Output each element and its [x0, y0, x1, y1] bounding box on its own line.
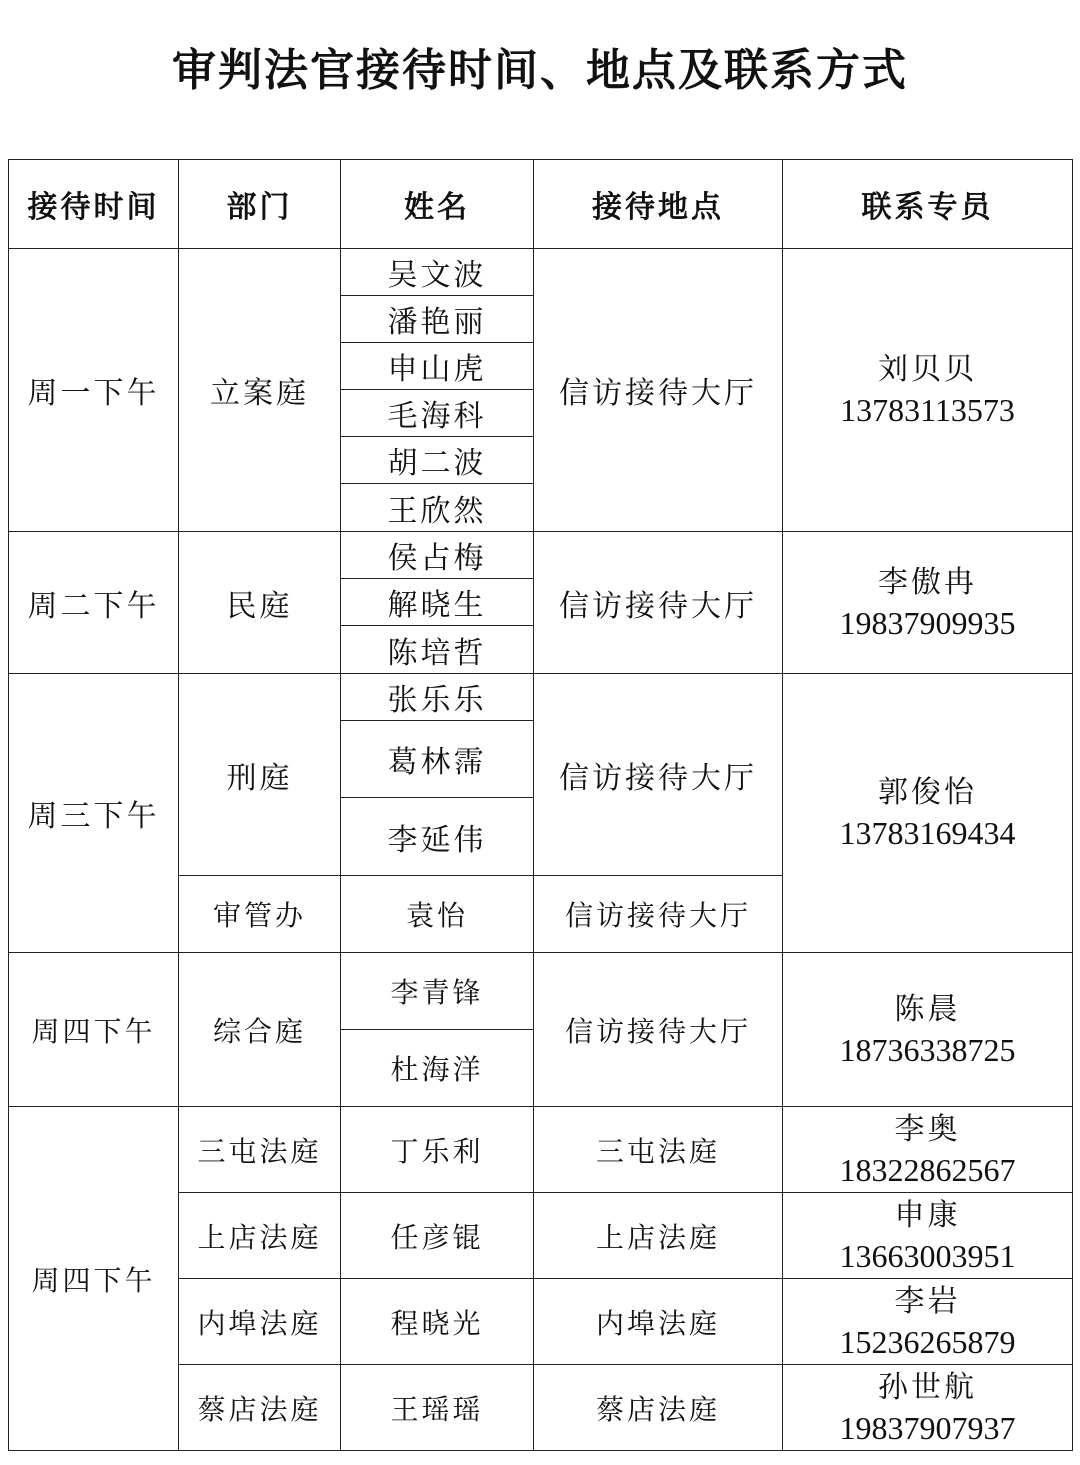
judge-cell: 潘艳丽 — [341, 296, 534, 343]
judge-cell: 申山虎 — [341, 343, 534, 390]
place-cell: 信访接待大厅 — [534, 532, 783, 674]
judge-cell: 吴文波 — [341, 249, 534, 296]
contact-name: 李傲冉 — [878, 564, 977, 600]
contact-cell — [783, 1107, 1073, 1193]
dept-cell: 民庭 — [179, 532, 341, 674]
contact-phone: 18322862567 — [839, 1151, 1016, 1188]
judge-cell: 陈培哲 — [341, 626, 534, 674]
contact-cell — [783, 674, 1073, 953]
time-cell: 周四下午 — [9, 953, 179, 1107]
place-cell: 蔡店法庭 — [534, 1365, 783, 1451]
table-row — [9, 1107, 1073, 1193]
header-contact: 联系专员 — [783, 160, 1073, 249]
place-cell: 信访接待大厅 — [534, 249, 783, 532]
judge-cell: 葛林霈 — [341, 721, 534, 798]
judge-cell: 杜海洋 — [341, 1030, 534, 1107]
header-row — [9, 160, 1073, 249]
contact-cell — [783, 1365, 1073, 1451]
header-place: 接待地点 — [534, 160, 783, 249]
judge-cell: 李青锋 — [341, 953, 534, 1030]
contact-name: 郭俊怡 — [878, 775, 977, 810]
judge-cell: 程晓光 — [341, 1279, 534, 1365]
contact-phone: 19837907937 — [839, 1409, 1016, 1446]
reception-schedule-table — [8, 159, 1073, 1451]
contact-cell — [783, 953, 1073, 1107]
dept-cell: 蔡店法庭 — [179, 1365, 341, 1451]
dept-cell: 审管办 — [179, 876, 341, 953]
judge-cell: 任彦锟 — [341, 1193, 534, 1279]
header-dept: 部门 — [179, 160, 341, 249]
contact-cell — [783, 249, 1073, 532]
time-cell: 周二下午 — [9, 532, 179, 674]
contact-phone: 19837909935 — [839, 604, 1016, 641]
contact-phone: 15236265879 — [839, 1323, 1016, 1360]
dept-cell: 内埠法庭 — [179, 1279, 341, 1365]
contact-name: 陈晨 — [894, 991, 961, 1027]
table-row — [9, 953, 1073, 1030]
time-cell: 周一下午 — [9, 249, 179, 532]
judge-cell: 侯占梅 — [341, 532, 534, 579]
dept-cell: 立案庭 — [179, 249, 341, 532]
time-cell: 周三下午 — [9, 674, 179, 953]
page-title: 审判法官接待时间、地点及联系方式 — [172, 45, 908, 96]
contact-name: 李岩 — [894, 1283, 961, 1319]
judge-cell: 袁怡 — [341, 876, 534, 953]
table-row — [9, 532, 1073, 579]
dept-cell: 三屯法庭 — [179, 1107, 341, 1193]
place-cell: 三屯法庭 — [534, 1107, 783, 1193]
judge-cell: 李延伟 — [341, 798, 534, 876]
place-cell: 上店法庭 — [534, 1193, 783, 1279]
contact-name: 申康 — [894, 1197, 961, 1233]
contact-cell — [783, 1193, 1073, 1279]
judge-cell: 毛海科 — [341, 390, 534, 437]
time-cell: 周四下午 — [9, 1107, 179, 1451]
contact-phone: 13783113573 — [840, 392, 1015, 428]
judge-cell: 解晓生 — [341, 579, 534, 626]
contact-name: 孙世航 — [878, 1369, 977, 1405]
dept-cell: 综合庭 — [179, 953, 341, 1107]
place-cell: 内埠法庭 — [534, 1279, 783, 1365]
header-time: 接待时间 — [9, 160, 179, 249]
dept-cell: 上店法庭 — [179, 1193, 341, 1279]
place-cell: 信访接待大厅 — [534, 876, 783, 953]
contact-cell — [783, 532, 1073, 674]
table-row — [9, 249, 1073, 296]
place-cell: 信访接待大厅 — [534, 953, 783, 1107]
contact-name: 刘贝贝 — [878, 352, 977, 387]
judge-cell: 张乐乐 — [341, 674, 534, 721]
contact-phone: 18736338725 — [839, 1031, 1016, 1068]
judge-cell: 胡二波 — [341, 437, 534, 484]
judge-cell: 丁乐利 — [341, 1107, 534, 1193]
table-row — [9, 674, 1073, 721]
contact-phone: 13663003951 — [839, 1237, 1016, 1274]
judge-cell: 王瑶瑶 — [341, 1365, 534, 1451]
judge-cell: 王欣然 — [341, 484, 534, 532]
header-name: 姓名 — [341, 160, 534, 249]
contact-name: 李奥 — [894, 1111, 961, 1147]
contact-cell — [783, 1279, 1073, 1365]
dept-cell: 刑庭 — [179, 674, 341, 876]
place-cell: 信访接待大厅 — [534, 674, 783, 876]
contact-phone: 13783169434 — [839, 815, 1016, 851]
